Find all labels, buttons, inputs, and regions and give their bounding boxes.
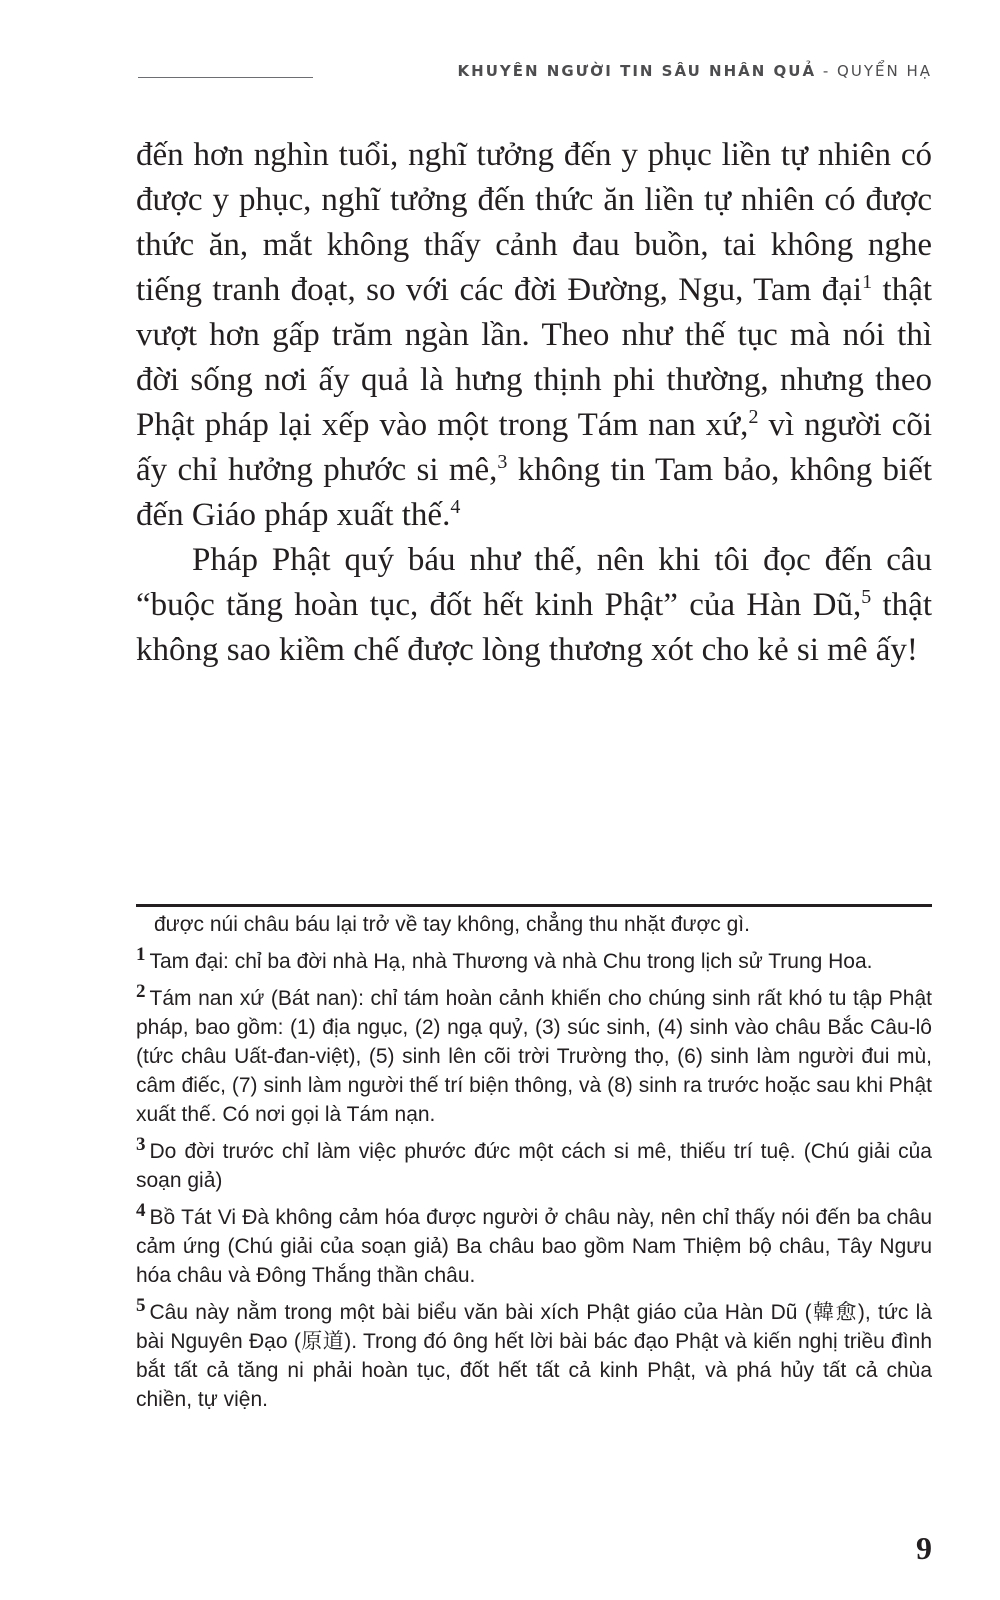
footnote-ref-5: 5 bbox=[861, 586, 872, 608]
header-title-separator: - bbox=[816, 62, 838, 80]
footnote-1 bbox=[136, 944, 932, 976]
footnote-number: 4 bbox=[136, 1200, 146, 1221]
footnote-text: Tám nan xứ (Bát nan): chỉ tám hoàn cảnh khiến cho chúng sinh rất khó tu tập Phật pháp, bao gồm: (1) địa ngục, (2) ngạ quỷ, (3) súc sinh, (4) sinh vào châu Bắc Câu-lô (tức châu Uất-đan-việt), (5) sinh lên cõi trời Trường thọ, (6) sinh làm người đui mù, câm điếc, (7) sinh làm người thế trí biện thông, và (8) sinh ra trước hoặc sau khi Phật xuất thế. Có nơi gọi là Tám nạn. bbox=[136, 987, 932, 1126]
footnote-3 bbox=[136, 1134, 932, 1195]
header-title-sub: QUYỂN HẠ bbox=[837, 62, 932, 80]
body-text bbox=[136, 133, 932, 673]
footnotes bbox=[136, 910, 932, 1422]
footnote-continuation: được núi châu báu lại trở về tay không, chẳng thu nhặt được gì. bbox=[154, 913, 750, 936]
footnote-number: 1 bbox=[136, 944, 146, 965]
footnote-number: 2 bbox=[136, 981, 146, 1002]
body-paragraph-1 bbox=[136, 133, 932, 538]
footnote-ref-1: 1 bbox=[862, 271, 873, 293]
body-paragraph-2 bbox=[136, 538, 932, 673]
paragraph-1-text-c: vì người cõi ấy chỉ hưởng phước si mê, bbox=[136, 407, 932, 488]
page-number: 9 bbox=[916, 1530, 932, 1566]
footnote-5 bbox=[136, 1295, 932, 1414]
footnote-number: 5 bbox=[136, 1295, 146, 1316]
paragraph-1-text-b: thật vượt hơn gấp trăm ngàn lần. Theo như thế tục mà nói thì đời sống nơi ấy quả là hưng thịnh phi thường, nhưng theo Phật pháp lại xếp vào một trong Tám nan xứ, bbox=[136, 272, 933, 443]
footnote-text: Câu này nằm trong một bài biểu văn bài xích Phật giáo của Hàn Dũ (韓愈), tức là bài Nguyên Đạo (原道). Trong đó ông hết lời bài bác đạo Phật và kiến nghị triều đình bắt tất cả tăng ni phải hoàn tục, đốt hết tất cả kinh Phật, và phá hủy tất cả chùa chiền, tự viện. bbox=[136, 1301, 932, 1411]
paragraph-1-text-a: đến hơn nghìn tuổi, nghĩ tưởng đến y phục liền tự nhiên có được y phục, nghĩ tưởng đến thức ăn liền tự nhiên có được thức ăn, mắt không thấy cảnh đau buồn, tai không nghe tiếng tranh đoạt, so với các đời Đường, Ngu, Tam đại bbox=[136, 137, 932, 308]
footnote-text: Tam đại: chỉ ba đời nhà Hạ, nhà Thương và nhà Chu trong lịch sử Trung Hoa. bbox=[149, 950, 873, 973]
header-title-main: KHUYÊN NGƯỜI TIN SÂU NHÂN QUẢ bbox=[457, 62, 817, 80]
footnote-number: 3 bbox=[136, 1134, 146, 1155]
footnote-text: Do đời trước chỉ làm việc phước đức một cách si mê, thiếu trí tuệ. (Chú giải của soạn giả) bbox=[136, 1140, 932, 1192]
footnote-ref-4: 4 bbox=[450, 496, 461, 518]
header-rule bbox=[138, 77, 313, 78]
footnote-text: Bồ Tát Vi Đà không cảm hóa được người ở châu này, nên chỉ thấy nói đến ba châu cảm ứng (Chú giải của soạn giả) Ba châu bao gồm Nam Thiệm bộ châu, Tây Ngưu hóa châu và Đông Thắng thần châu. bbox=[136, 1206, 932, 1287]
footnote-ref-3: 3 bbox=[497, 451, 508, 473]
paragraph-1-text-d: không tin Tam bảo, không biết đến Giáo pháp xuất thế. bbox=[136, 452, 933, 533]
header-title bbox=[458, 62, 932, 80]
running-header bbox=[138, 62, 932, 92]
footnote-2 bbox=[136, 981, 932, 1129]
footnote-ref-2: 2 bbox=[748, 406, 759, 428]
paragraph-2-text-b: thật không sao kiềm chế được lòng thương xót cho kẻ si mê ấy! bbox=[136, 587, 932, 668]
footnote-4 bbox=[136, 1200, 932, 1290]
footnote-rule bbox=[136, 904, 932, 907]
paragraph-2-text-a: Pháp Phật quý báu như thế, nên khi tôi đọc đến câu “buộc tăng hoàn tục, đốt hết kinh Phật” của Hàn Dũ, bbox=[136, 542, 932, 623]
